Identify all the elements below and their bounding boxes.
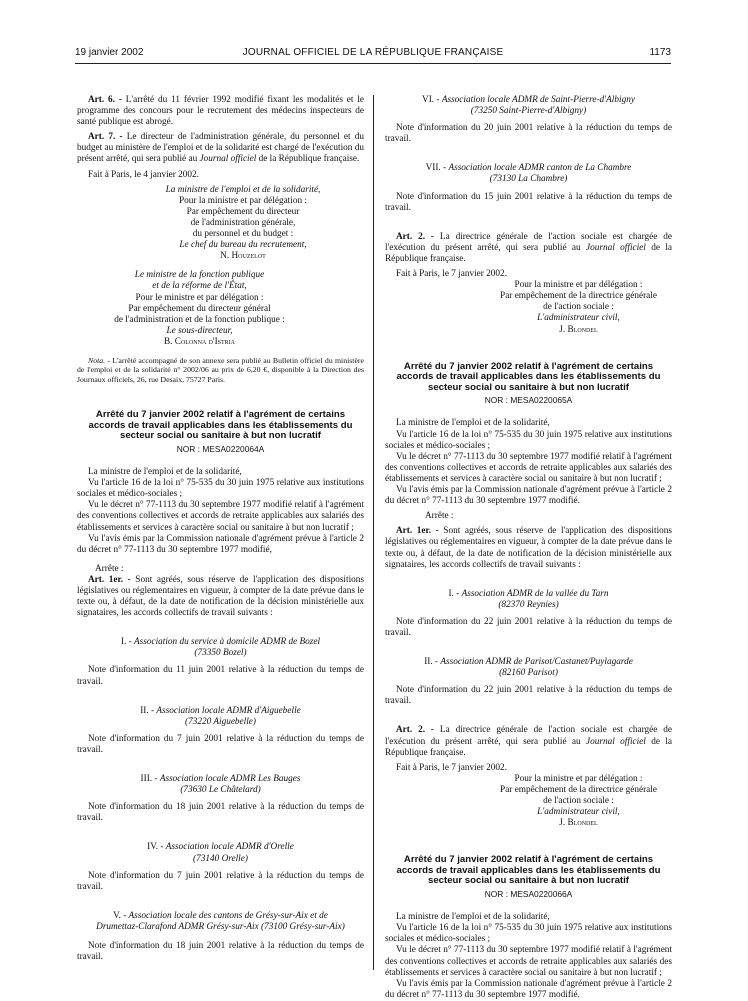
association-name: [385, 657, 672, 668]
signature-line: N. Houzelot: [220, 251, 266, 262]
item-number: VII. -: [425, 163, 447, 174]
signature-line: Le chef du bureau du recrutement,: [179, 240, 307, 251]
signature-line: Pour la ministre et par délégation :: [179, 195, 307, 206]
preamble-paragraph: Vu l'avis émis par la Commission nationale d'agrément prévue à l'article 2 du décret n° 77-1113 du 30 septembre 1977 modifié.: [385, 485, 672, 507]
item-place: (73140 Orelle): [193, 853, 248, 864]
association-name: [77, 774, 364, 785]
item-note: Note d'information du 18 juin 2001 relative à la réduction du temps de travail.: [77, 802, 364, 824]
item-note: Note d'information du 18 juin 2001 relative à la réduction du temps de travail.: [77, 940, 364, 963]
association-name: [77, 706, 364, 717]
item-name: Association locale ADMR canton de La Chambre: [448, 163, 632, 174]
arrete-title: Arrêté du 7 janvier 2002 relatif à l'agrément de certains accords de travail applicables dans les établissements du secteur social ou sanitaire à but non lucratif: [88, 409, 353, 442]
article-text: Sont agréés, sous réserve de l'application des dispositions législatives ou réglementaires en vigueur, à compter de la date prévue dans le texte ou, à défaut, de la date de notification de la décision ministérielle aux signataires, les accords collectifs de travail suivants :: [385, 526, 672, 570]
nor-reference: NOR : MESA0220065A: [484, 395, 573, 406]
item-number: V. -: [113, 910, 127, 921]
signature-line: Pour la ministre et par délégation :: [514, 773, 643, 784]
signature-line: de l'action sociale :: [543, 302, 614, 313]
right-column: [385, 95, 672, 1001]
association-item: [385, 163, 672, 231]
article-2: [385, 725, 672, 758]
preamble-paragraph: Vu le décret n° 77-1113 du 30 septembre 1977 modifié relatif à l'agrément des conventions collectives et accords de retraite applicables aux salariés des établissements et services à caractère social ou sanitaire à but non lucratif ;: [385, 945, 672, 978]
association-item: [77, 842, 364, 910]
signature-lines: [77, 270, 322, 348]
item-name: Association locale ADMR d'Aiguebelle: [156, 705, 301, 716]
item-note: Note d'information du 22 juin 2001 relative à la réduction du temps de travail.: [385, 616, 672, 638]
note-text: L'arrêté accompagné de son annexe sera publié au Bulletin officiel du ministère de l'emploi et de la solidarité n° 2002/06 au prix de 6,20 €, disponible à la Direction des Journaux officiels, 26, rue Desaix, 75727 Paris.: [77, 355, 364, 384]
signature-line: Pour la ministre et par délégation :: [514, 280, 643, 291]
item-number: II. -: [140, 705, 155, 716]
signature-line: de l'administration générale,: [190, 217, 296, 228]
preamble-paragraph: La ministre de l'emploi et de la solidarité,: [396, 912, 550, 923]
signature-block: [77, 185, 364, 263]
article-label: Art. 1er. -: [88, 574, 131, 585]
item-place: (73350 Bozel): [194, 648, 247, 659]
item-name: Association locale ADMR Les Bauges: [159, 774, 301, 785]
item-place: (73130 La Chambre): [489, 174, 568, 185]
signature-line: L'administrateur civil,: [537, 807, 620, 818]
header-date: 19 janvier 2002: [75, 47, 144, 58]
nota-note: [77, 356, 364, 384]
association-item: [385, 657, 672, 725]
signature-line: Par empêchement de la directrice générale: [500, 784, 657, 795]
signature-line: L'administrateur civil,: [537, 313, 620, 324]
association-item: [385, 95, 672, 163]
signature-date: Fait à Paris, le 7 janvier 2002.: [396, 269, 507, 280]
signature-block: [385, 280, 672, 335]
signature-line: La ministre de l'emploi et de la solidarité,: [165, 184, 321, 195]
item-place: (82370 Reynies): [498, 599, 559, 610]
article-text: La directrice générale de l'action sociale est chargée de l'exécution du présent arrêté, qui sera publié au: [385, 725, 672, 747]
item-name: Association ADMR de la vallée du Tarn: [461, 588, 609, 599]
signature-block: [77, 270, 364, 348]
header-rule: [75, 63, 671, 64]
item-number: II. -: [424, 657, 439, 668]
preamble: [385, 418, 672, 507]
journal-reference: Journal officiel: [586, 736, 646, 747]
signature-line: J. Blondel: [559, 818, 598, 829]
signature-line: J. Blondel: [559, 324, 598, 335]
article-text: de la République française.: [256, 154, 360, 165]
item-note: Note d'information du 7 juin 2001 relative à la réduction du temps de travail.: [77, 870, 364, 892]
signature-line: Pour le ministre et par délégation :: [135, 292, 264, 303]
article-6: [77, 95, 364, 128]
signature-line: Par empêchement du directeur: [186, 206, 300, 217]
item-note: Note d'information du 11 juin 2001 relative à la réduction du temps de travail.: [77, 665, 364, 687]
item-name: Association locale des cantons de Grésy-sur-Aix et de Drumettaz-Clarafond ADMR Grésy-sur-Aix (73100 Grésy-sur-Aix): [96, 910, 345, 932]
signature-line: et de la réforme de l'État,: [152, 281, 247, 292]
association-name: [385, 589, 672, 600]
article-text: Sont agréés, sous réserve de l'application des dispositions législatives ou réglementaires en vigueur, à compter de la date prévue dans le texte ou, à défaut, de la date de notification de la décision ministérielle aux signataires, les accords collectifs de travail suivants :: [77, 574, 364, 619]
signature-date: Fait à Paris, le 7 janvier 2002.: [396, 762, 507, 773]
note-label: Nota. -: [88, 355, 110, 365]
journal-reference: Journal officiel: [199, 154, 257, 165]
preamble-paragraph: Vu l'avis émis par la Commission nationale d'agrément prévue à l'article 2 du décret n° 77-1113 du 30 septembre 1977 modifié.: [385, 978, 672, 1000]
item-number: VI. -: [422, 95, 440, 105]
signature-line: Par empêchement du directeur général: [128, 303, 271, 314]
article-text: de la République française.: [385, 736, 673, 758]
item-note: Note d'information du 7 juin 2001 relative à la réduction du temps de travail.: [77, 733, 364, 755]
nor-reference: NOR : MESA0220064A: [176, 443, 265, 454]
item-place: (73250 Saint-Pierre-d'Albigny): [470, 106, 587, 117]
signature-line: Par empêchement de la directrice générale: [500, 291, 657, 302]
association-item: [77, 637, 364, 705]
preamble-paragraph: Vu le décret n° 77-1113 du 30 septembre 1977 modifié relatif à l'agrément des conventions collectives et accords de retraite applicables aux salariés des établissements et services à caractère social ou sanitaire à but non lucratif ;: [77, 500, 364, 533]
item-name: Association ADMR de Parisot/Castanet/Puylagarde: [440, 657, 633, 668]
preamble-paragraph: La ministre de l'emploi et de la solidarité,: [88, 467, 242, 478]
association-item: [385, 589, 672, 657]
association-name: [77, 842, 364, 853]
page-header: [75, 47, 671, 61]
preamble-paragraph: Vu le décret n° 77-1113 du 30 septembre 1977 modifié relatif à l'agrément des conventions collectives et accords de retraite applicables aux salariés des établissements et services à caractère social ou sanitaire à but non lucratif ;: [385, 451, 672, 484]
article-2: [385, 232, 672, 265]
association-list: [77, 637, 364, 911]
arrete-title: Arrêté du 7 janvier 2002 relatif à l'agrément de certains accords de travail applicables dans les établissements du secteur social ou sanitaire à but non lucratif: [396, 854, 661, 887]
association-item: [77, 774, 364, 842]
preamble: [385, 912, 672, 1001]
article-text: L'arrêté du 11 février 1992 modifié fixant les modalités et le programme des concours pour le recrutement des médecins inspecteurs de santé publique est abrogé.: [77, 95, 364, 128]
signature-lines: [485, 774, 672, 829]
item-number: IV. -: [147, 842, 164, 853]
item-name: Association locale ADMR d'Orelle: [165, 842, 294, 853]
article-text: Le directeur de l'administration générale, du personnel et du budget au ministère de l'emploi et de la solidarité est chargé de l'exécution du présent arrêté, qui sera publié au: [77, 132, 364, 165]
signature-lines: [485, 280, 672, 335]
arrete-title: Arrêté du 7 janvier 2002 relatif à l'agrément de certains accords de travail applicables dans les établissements du secteur social ou sanitaire à but non lucratif: [396, 360, 661, 393]
item-number: I. -: [120, 637, 132, 648]
nor-reference: NOR : MESA0220066A: [484, 889, 573, 900]
preamble-paragraph: La ministre de l'emploi et de la solidarité,: [396, 418, 550, 429]
association-name: [77, 911, 364, 933]
arrete-word: Arrête :: [95, 563, 124, 574]
item-place: (73220 Aiguebelle): [185, 716, 256, 727]
article-1: [77, 575, 364, 619]
preamble-paragraph: Vu l'article 16 de la loi n° 75-535 du 30 juin 1975 relative aux institutions sociales et médico-sociales ;: [385, 429, 672, 451]
signature-lines: [122, 185, 364, 263]
article-label: Art. 2. -: [396, 725, 435, 736]
column-divider: [373, 95, 374, 970]
preamble-paragraph: Vu l'article 16 de la loi n° 75-535 du 30 juin 1975 relative aux institutions sociales et médico-sociales ;: [77, 478, 364, 500]
association-name: [385, 95, 672, 106]
article-label: Art. 2. -: [396, 231, 435, 242]
signature-line: Le sous-directeur,: [166, 325, 233, 336]
signature-block: [385, 774, 672, 829]
association-list: [385, 95, 672, 232]
item-place: (82160 Parisot): [499, 668, 558, 679]
signature-line: Le ministre de la fonction publique: [134, 270, 265, 281]
item-name: Association du service à domicile ADMR de Bozel: [134, 637, 321, 648]
item-note: Note d'information du 15 juin 2001 relative à la réduction du temps de travail.: [385, 191, 672, 213]
article-1: [385, 526, 672, 570]
item-number: I. -: [448, 588, 460, 599]
item-note: Note d'information du 20 juin 2001 relative à la réduction du temps de travail.: [385, 123, 672, 145]
signature-date: Fait à Paris, le 4 janvier 2002.: [88, 169, 199, 180]
journal-title: JOURNAL OFFICIEL DE LA RÉPUBLIQUE FRANÇAISE: [242, 47, 504, 58]
signature-line: B. Colonna d'Istria: [163, 336, 236, 347]
signature-line: du personnel et du budget :: [192, 229, 294, 240]
preamble-paragraph: Vu l'article 16 de la loi n° 75-535 du 30 juin 1975 relative aux institutions sociales et médico-sociales ;: [385, 923, 672, 945]
item-note: Note d'information du 22 juin 2001 relative à la réduction du temps de travail.: [385, 685, 672, 707]
article-label: Art. 1er. -: [396, 526, 439, 537]
article-7: [77, 132, 364, 165]
article-label: Art. 6. -: [88, 95, 122, 105]
page-number: 1173: [649, 47, 671, 58]
association-list: [385, 589, 672, 726]
left-column: [77, 95, 364, 963]
association-name: [77, 637, 364, 648]
arrete-word: Arrête :: [425, 511, 454, 522]
signature-line: de l'administration et de la fonction publique :: [114, 314, 285, 325]
article-label: Art. 7. -: [88, 132, 123, 143]
signature-line: de l'action sociale :: [543, 796, 614, 806]
association-item: [77, 706, 364, 774]
article-text: La directrice générale de l'action sociale est chargée de l'exécution du présent arrêté, qui sera publié au: [385, 231, 672, 253]
item-number: III. -: [140, 774, 158, 785]
preamble-paragraph: Vu l'avis émis par la Commission nationale d'agrément prévue à l'article 2 du décret n° 77-1113 du 30 septembre 1977 modifié,: [77, 533, 364, 555]
item-name: Association locale ADMR de Saint-Pierre-d'Albigny: [441, 95, 635, 105]
association-name: [385, 163, 672, 174]
preamble: [77, 467, 364, 556]
article-text: de la République française.: [385, 242, 673, 264]
journal-reference: Journal officiel: [586, 242, 646, 253]
item-place: (73630 Le Châtelard): [180, 785, 261, 796]
